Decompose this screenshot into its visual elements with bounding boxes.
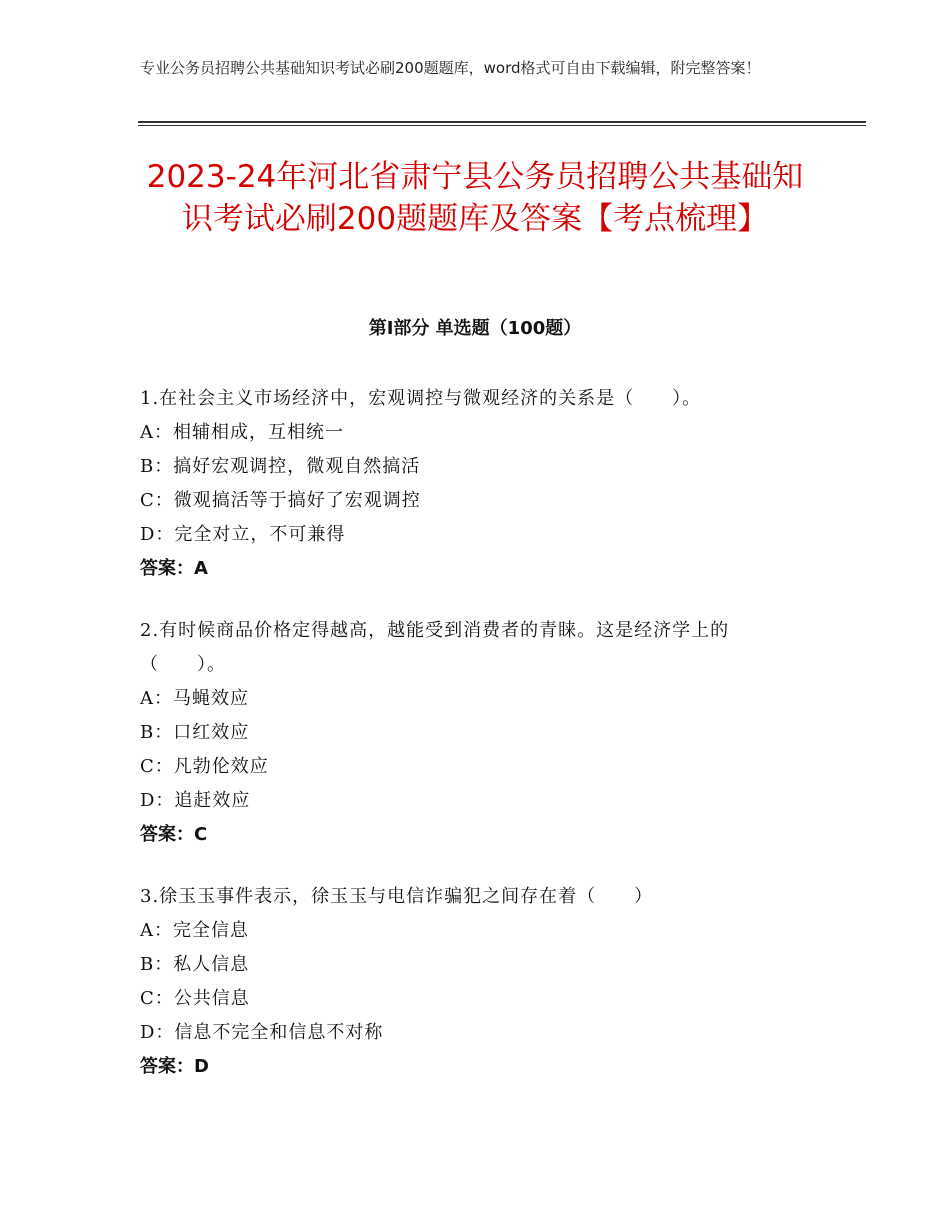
option-c: C：微观搞活等于搞好了宏观调控 (140, 490, 421, 511)
option-b: B：搞好宏观调控，微观自然搞活 (140, 456, 421, 477)
answer-line: 答案：A (140, 558, 208, 579)
option-c: C：凡勃伦效应 (140, 756, 269, 777)
section-heading: 第I部分 单选题（100题） (368, 318, 582, 339)
option-b: B：私人信息 (140, 954, 250, 975)
question-2 (140, 614, 800, 852)
option-c: C：公共信息 (140, 988, 250, 1009)
question-list (140, 382, 800, 1112)
option-d: D：追赶效应 (140, 790, 251, 811)
option-d: D：信息不完全和信息不对称 (140, 1022, 384, 1043)
question-stem: 2.有时候商品价格定得越高，越能受到消费者的青睐。这是经济学上的（ ）。 (140, 620, 730, 675)
answer-line: 答案：D (140, 1056, 209, 1077)
option-b: B：口红效应 (140, 722, 250, 743)
option-a: A：完全信息 (140, 920, 249, 941)
option-a: A：相辅相成，互相统一 (140, 422, 344, 443)
option-d: D：完全对立，不可兼得 (140, 524, 346, 545)
question-1 (140, 382, 800, 586)
header-note: 专业公务员招聘公共基础知识考试必刷200题题库，word格式可自由下载编辑，附完整答案！ (140, 59, 761, 77)
header-divider-thin (138, 125, 866, 126)
header-divider-thick (138, 121, 866, 123)
answer-line: 答案：C (140, 824, 208, 845)
question-stem: 1.在社会主义市场经济中，宏观调控与微观经济的关系是（ ）。 (140, 388, 702, 409)
question-stem: 3.徐玉玉事件表示，徐玉玉与电信诈骗犯之间存在着（ ） (140, 886, 654, 907)
question-3 (140, 880, 800, 1084)
document-title: 2023-24年河北省肃宁县公务员招聘公共基础知识考试必刷200题题库及答案【考点梳理】 (146, 159, 804, 237)
option-a: A：马蝇效应 (140, 688, 249, 709)
